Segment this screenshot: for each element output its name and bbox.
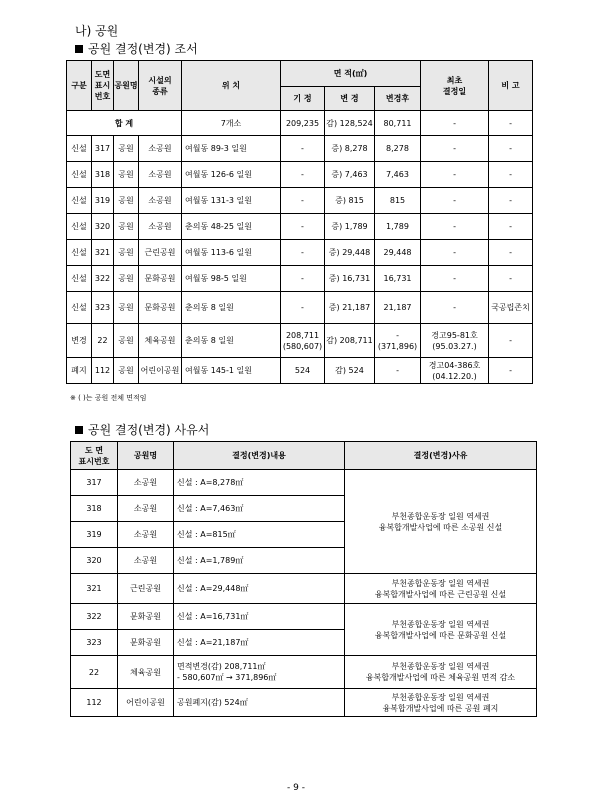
cell-reason: 부천종합운동장 일원 역세권 융복합개발사업에 따른 공원 폐지 — [345, 689, 537, 717]
header2-reason: 결정(변경)사유 — [345, 442, 537, 470]
park-decision-table — [66, 60, 533, 384]
cell-content: 신설 : A=8,278㎡ — [174, 470, 345, 496]
cell-after: 815 — [375, 188, 421, 214]
cell-reason: 부천종합운동장 일원 역세권 융복합개발사업에 따른 문화공원 신설 — [345, 604, 537, 656]
total-existing: 209,235 — [281, 111, 325, 136]
cell-after: 8,278 — [375, 136, 421, 162]
footnote: ※ ( )는 공원 전체 면적임 — [70, 394, 147, 402]
cell-gubun: 신설 — [67, 188, 92, 214]
header-map-no: 도면 표시 번호 — [92, 61, 114, 111]
cell-park-name: 어린이공원 — [118, 689, 174, 717]
cell-content: 신설 : A=29,448㎡ — [174, 574, 345, 604]
header-first-date: 최초 결정일 — [421, 61, 489, 111]
cell-content: 신설 : A=7,463㎡ — [174, 496, 345, 522]
cell-first-date: - — [421, 292, 489, 324]
table-row — [67, 292, 533, 324]
cell-after: - (371,896) — [375, 324, 421, 358]
cell-existing: - — [281, 214, 325, 240]
cell-change: 증) 1,789 — [325, 214, 375, 240]
cell-park-name: 소공원 — [118, 496, 174, 522]
table-row — [67, 162, 533, 188]
cell-first-date: - — [421, 240, 489, 266]
cell-content: 신설 : A=21,187㎡ — [174, 630, 345, 656]
cell-location: 여월동 98-5 일원 — [182, 266, 281, 292]
cell-remark: - — [489, 240, 533, 266]
total-remark: - — [489, 111, 533, 136]
total-after: 80,711 — [375, 111, 421, 136]
cell-type: 근린공원 — [139, 240, 182, 266]
cell-location: 여월동 89-3 일원 — [182, 136, 281, 162]
cell-location: 여월동 131-3 일원 — [182, 188, 281, 214]
cell-existing: - — [281, 292, 325, 324]
cell-no: 319 — [92, 188, 114, 214]
cell-gubun: 폐지 — [67, 358, 92, 384]
cell-no: 323 — [92, 292, 114, 324]
cell-name: 공원 — [114, 162, 139, 188]
cell-remark: - — [489, 358, 533, 384]
cell-location: 여월동 126-6 일원 — [182, 162, 281, 188]
header2-park-name: 공원명 — [118, 442, 174, 470]
cell-no: 318 — [92, 162, 114, 188]
cell-change: 증) 16,731 — [325, 266, 375, 292]
cell-remark: 국공립존치 — [489, 292, 533, 324]
park-reason-table — [70, 441, 537, 717]
cell-location: 춘의동 8 일원 — [182, 324, 281, 358]
cell-change: 증) 29,448 — [325, 240, 375, 266]
cell-remark: - — [489, 266, 533, 292]
cell-gubun: 신설 — [67, 266, 92, 292]
header-remark: 비 고 — [489, 61, 533, 111]
section-title: 나) 공원 — [75, 24, 119, 38]
cell-map-no: 317 — [71, 470, 118, 496]
total-first-date: - — [421, 111, 489, 136]
cell-change: 증) 8,278 — [325, 136, 375, 162]
cell-content: 신설 : A=1,789㎡ — [174, 548, 345, 574]
header-existing: 기 정 — [281, 87, 325, 111]
table2-title — [75, 421, 209, 438]
cell-after: 21,187 — [375, 292, 421, 324]
cell-name: 공원 — [114, 292, 139, 324]
cell-location: 여월동 145-1 일원 — [182, 358, 281, 384]
cell-map-no: 318 — [71, 496, 118, 522]
cell-location: 춘의동 48-25 일원 — [182, 214, 281, 240]
cell-no: 321 — [92, 240, 114, 266]
header-area: 면 적(㎡) — [281, 61, 421, 87]
table-row — [71, 656, 537, 689]
cell-existing: - — [281, 136, 325, 162]
cell-reason: 부천종합운동장 일원 역세권 융복합개발사업에 따른 근린공원 신설 — [345, 574, 537, 604]
cell-park-name: 근린공원 — [118, 574, 174, 604]
cell-reason: 부천종합운동장 일원 역세권 융복합개발사업에 따른 소공원 신설 — [345, 470, 537, 574]
cell-existing: 208,711 (580,607) — [281, 324, 325, 358]
cell-after: 1,789 — [375, 214, 421, 240]
cell-type: 소공원 — [139, 162, 182, 188]
page-number: - 9 - — [287, 783, 305, 793]
cell-location: 여월동 113-6 일원 — [182, 240, 281, 266]
cell-park-name: 소공원 — [118, 548, 174, 574]
cell-park-name: 소공원 — [118, 522, 174, 548]
cell-remark: - — [489, 162, 533, 188]
cell-existing: - — [281, 266, 325, 292]
cell-name: 공원 — [114, 214, 139, 240]
cell-first-date: - — [421, 214, 489, 240]
cell-remark: - — [489, 214, 533, 240]
cell-name: 공원 — [114, 188, 139, 214]
cell-no: 322 — [92, 266, 114, 292]
header2-map-no: 도 면 표시번호 — [71, 442, 118, 470]
cell-park-name: 소공원 — [118, 470, 174, 496]
cell-gubun: 변경 — [67, 324, 92, 358]
cell-type: 소공원 — [139, 214, 182, 240]
cell-change: 증) 7,463 — [325, 162, 375, 188]
total-row — [67, 111, 533, 136]
table-row — [67, 266, 533, 292]
cell-park-name: 문화공원 — [118, 630, 174, 656]
cell-content: 신설 : A=16,731㎡ — [174, 604, 345, 630]
cell-map-no: 320 — [71, 548, 118, 574]
cell-map-no: 323 — [71, 630, 118, 656]
table1-title-text: 공원 결정(변경) 조서 — [88, 42, 198, 56]
cell-after: - — [375, 358, 421, 384]
cell-type: 문화공원 — [139, 292, 182, 324]
cell-gubun: 신설 — [67, 162, 92, 188]
cell-no: 320 — [92, 214, 114, 240]
cell-existing: 524 — [281, 358, 325, 384]
cell-first-date: - — [421, 162, 489, 188]
cell-remark: - — [489, 136, 533, 162]
cell-park-name: 체육공원 — [118, 656, 174, 689]
cell-no: 317 — [92, 136, 114, 162]
cell-name: 공원 — [114, 240, 139, 266]
header-change: 변 경 — [325, 87, 375, 111]
cell-first-date: - — [421, 136, 489, 162]
cell-gubun: 신설 — [67, 240, 92, 266]
cell-name: 공원 — [114, 136, 139, 162]
total-location: 7개소 — [182, 111, 281, 136]
square-bullet-icon — [75, 426, 83, 434]
cell-type: 체육공원 — [139, 324, 182, 358]
cell-park-name: 문화공원 — [118, 604, 174, 630]
cell-map-no: 322 — [71, 604, 118, 630]
cell-first-date: - — [421, 188, 489, 214]
table-row — [67, 214, 533, 240]
cell-map-no: 319 — [71, 522, 118, 548]
header-gubun: 구분 — [67, 61, 92, 111]
header-location: 위 치 — [182, 61, 281, 111]
cell-change: 증) 21,187 — [325, 292, 375, 324]
table-row — [67, 240, 533, 266]
cell-change: 감) 524 — [325, 358, 375, 384]
cell-no: 112 — [92, 358, 114, 384]
table-row — [71, 604, 537, 630]
cell-change: 증) 815 — [325, 188, 375, 214]
cell-name: 공원 — [114, 324, 139, 358]
cell-first-date: - — [421, 266, 489, 292]
cell-location: 춘의동 8 일원 — [182, 292, 281, 324]
cell-name: 공원 — [114, 358, 139, 384]
cell-change: 감) 208,711 — [325, 324, 375, 358]
table1-title — [75, 40, 198, 57]
cell-gubun: 신설 — [67, 292, 92, 324]
cell-type: 문화공원 — [139, 266, 182, 292]
cell-reason: 부천종합운동장 일원 역세권 융복합개발사업에 따른 체육공원 면적 감소 — [345, 656, 537, 689]
header-after: 변경후 — [375, 87, 421, 111]
header-park-name: 공원명 — [114, 61, 139, 111]
cell-existing: - — [281, 162, 325, 188]
cell-type: 소공원 — [139, 188, 182, 214]
header2-content: 결정(변경)내용 — [174, 442, 345, 470]
table-row — [71, 470, 537, 496]
table-row — [71, 574, 537, 604]
table-row — [67, 188, 533, 214]
total-label: 합 계 — [67, 111, 182, 136]
cell-after: 29,448 — [375, 240, 421, 266]
header-facility-type: 시설의 종류 — [139, 61, 182, 111]
cell-map-no: 22 — [71, 656, 118, 689]
cell-first-date: 경고04-386호 (04.12.20.) — [421, 358, 489, 384]
cell-first-date: 경고95-81호 (95.03.27.) — [421, 324, 489, 358]
table-row — [71, 689, 537, 717]
cell-type: 어린이공원 — [139, 358, 182, 384]
cell-after: 7,463 — [375, 162, 421, 188]
cell-map-no: 112 — [71, 689, 118, 717]
cell-no: 22 — [92, 324, 114, 358]
table-row — [67, 324, 533, 358]
total-change: 감) 128,524 — [325, 111, 375, 136]
cell-content: 면적변경(감) 208,711㎡ - 580,607㎡ → 371,896㎡ — [174, 656, 345, 689]
cell-type: 소공원 — [139, 136, 182, 162]
cell-existing: - — [281, 240, 325, 266]
cell-name: 공원 — [114, 266, 139, 292]
cell-gubun: 신설 — [67, 136, 92, 162]
cell-content: 공원폐지(감) 524㎡ — [174, 689, 345, 717]
table-row — [67, 136, 533, 162]
square-bullet-icon — [75, 45, 83, 53]
cell-remark: - — [489, 324, 533, 358]
cell-remark: - — [489, 188, 533, 214]
cell-after: 16,731 — [375, 266, 421, 292]
cell-existing: - — [281, 188, 325, 214]
cell-gubun: 신설 — [67, 214, 92, 240]
cell-map-no: 321 — [71, 574, 118, 604]
table2-title-text: 공원 결정(변경) 사유서 — [88, 423, 210, 437]
table-row — [67, 358, 533, 384]
cell-content: 신설 : A=815㎡ — [174, 522, 345, 548]
